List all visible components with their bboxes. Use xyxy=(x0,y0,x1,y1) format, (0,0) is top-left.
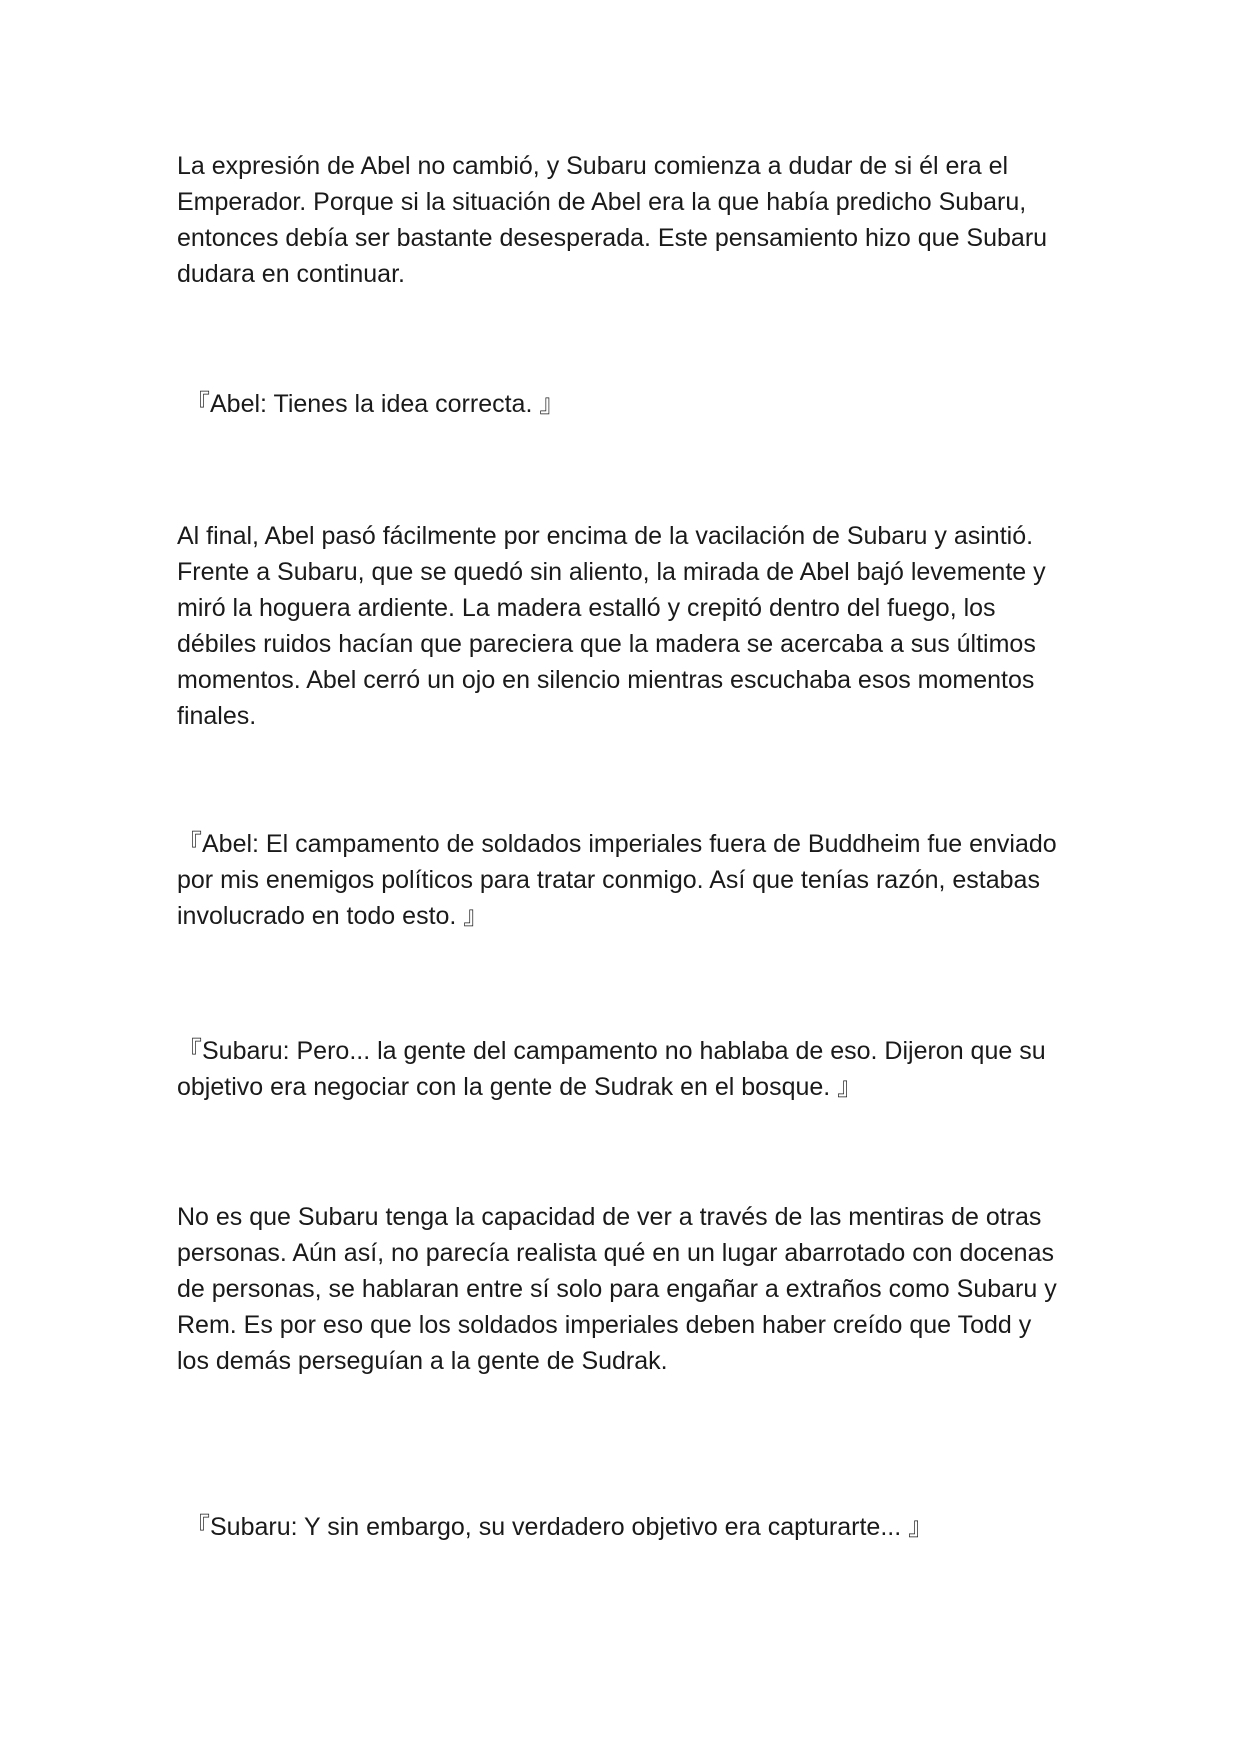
dialogue-line-abel-2: 『Abel: El campamento de soldados imperiales fuera de Buddheim fue enviado por mis enemigos políticos para tratar conmigo. Así que tenías razón, estabas involucrado en todo esto. 』 xyxy=(177,830,1064,930)
dialogue-line-subaru-2: 『Subaru: Y sin embargo, su verdadero objetivo era capturarte... 』 xyxy=(185,1513,934,1541)
narration-paragraph-3: No es que Subaru tenga la capacidad de ver a través de las mentiras de otras personas. Aún así, no parecía realista qué en un lugar abarrotado con docenas de personas, se hablaran entre sí solo para engañar a extraños como Subaru y Rem. Es por eso que los soldados imperiales deben haber creído que Todd y los demás perseguían a la gente de Sudrak. xyxy=(177,1203,1064,1375)
dialogue-line-subaru-1: 『Subaru: Pero... la gente del campamento no hablaba de eso. Dijeron que su objetivo era negociar con la gente de Sudrak en el bosque. 』 xyxy=(177,1037,1053,1101)
narration-paragraph-2: Al final, Abel pasó fácilmente por encima de la vacilación de Subaru y asintió. Frente a Subaru, que se quedó sin aliento, la mirada de Abel bajó levemente y miró la hoguera ardiente. La madera estalló y crepitó dentro del fuego, los débiles ruidos hacían que pareciera que la madera se acercaba a sus últimos momentos. Abel cerró un ojo en silencio mientras escuchaba esos momentos finales. xyxy=(177,522,1053,730)
dialogue-line-abel-1: 『Abel: Tienes la idea correcta. 』 xyxy=(185,390,565,418)
narration-paragraph-1: La expresión de Abel no cambió, y Subaru comienza a dudar de si él era el Emperador. Porque si la situación de Abel era la que había predicho Subaru, entonces debía ser bastante desesperada. Este pensamiento hizo que Subaru dudara en continuar. xyxy=(177,152,1054,288)
